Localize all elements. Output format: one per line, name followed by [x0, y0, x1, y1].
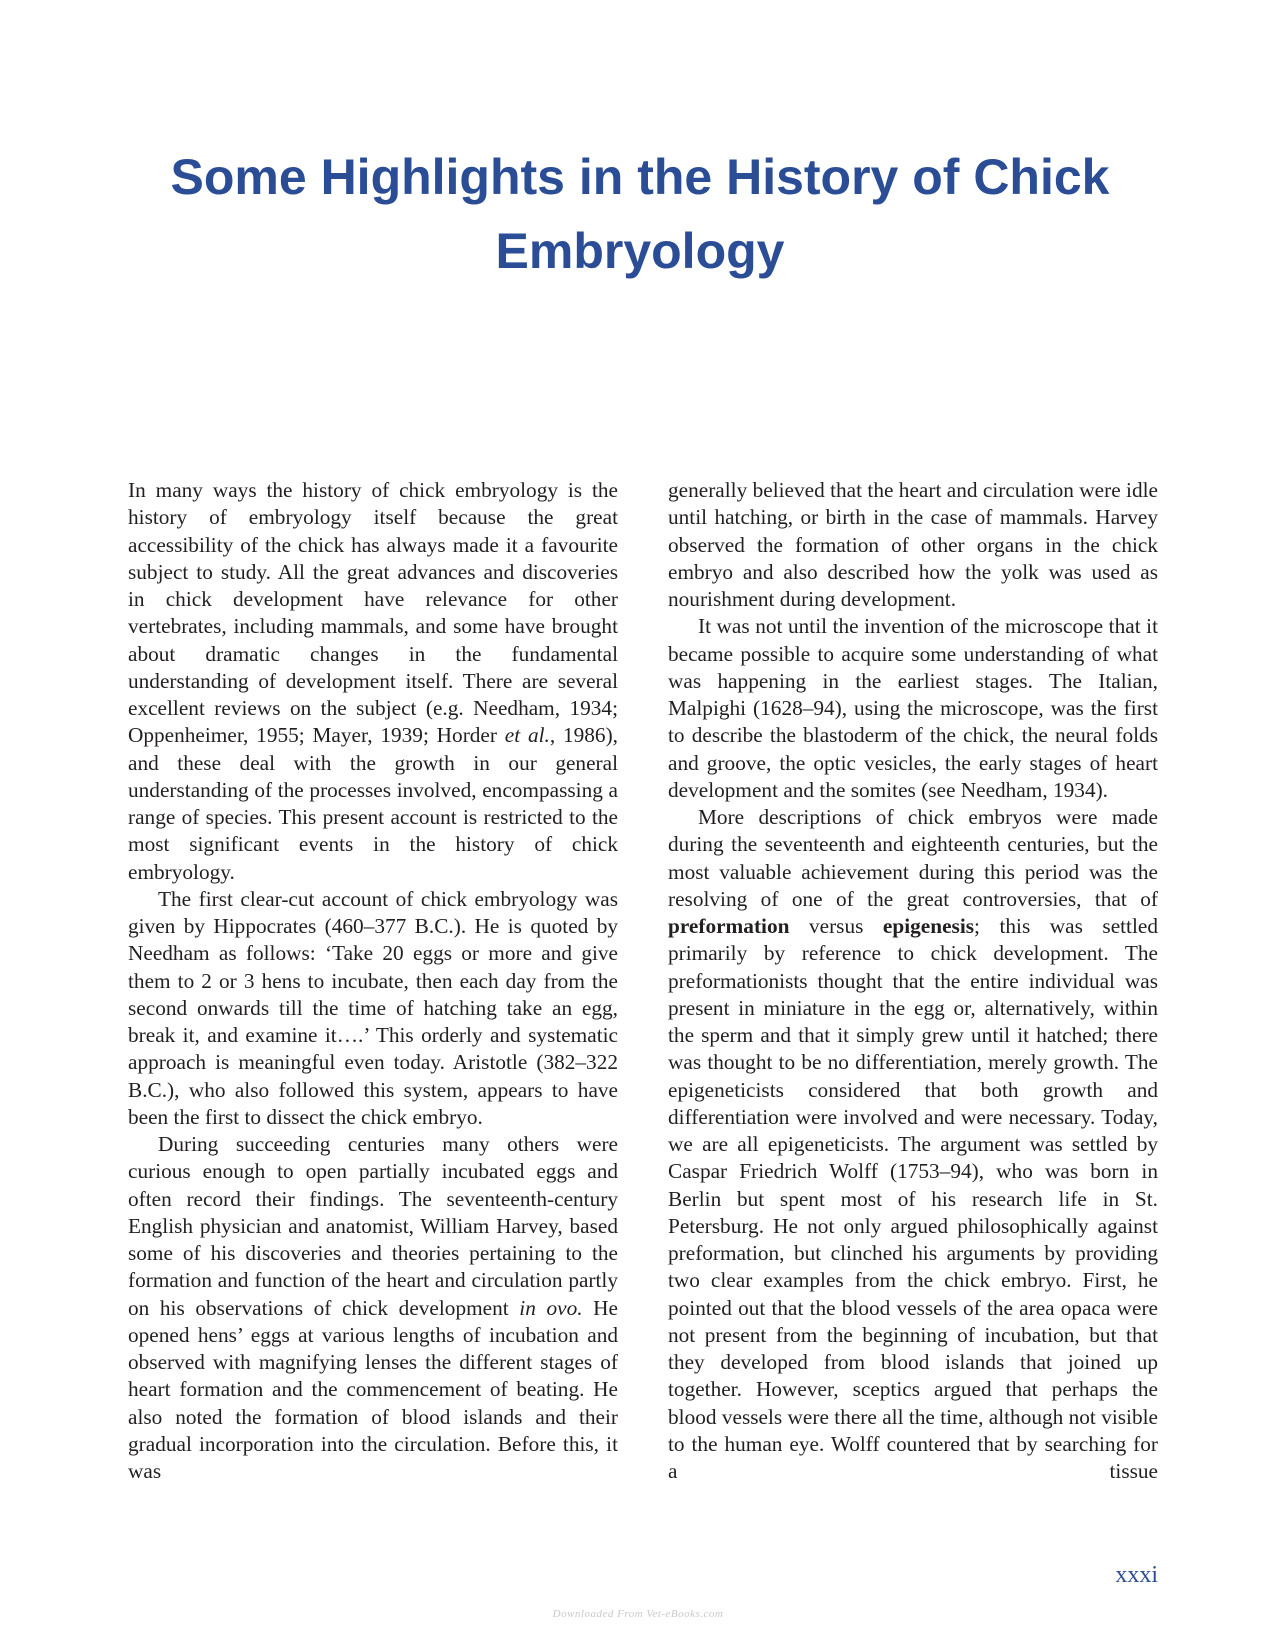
paragraph-text: In many ways the history of chick embryology is the history of embryology itself because the great accessibility of the chick has always made it a favourite subject to study. All the great advances and discoveries in chick development have relevance for other vertebrates, including mammals, and some have brought about dramatic changes in the fundamental understanding of development itself. There are several excellent reviews on the subject (e.g. Needham, 1934; Oppenheimer, 1955; Mayer, 1939; Horder: [128, 478, 618, 748]
paragraph-text: During succeeding centuries many others were curious enough to open partially incubated eggs and often record their findings. The seventeenth-century English physician and anatomist, William Harvey, based some of his discoveries and theories pertaining to the formation and function of the heart and circulation partly on his observations of chick development: [128, 1132, 618, 1320]
paragraph-harvey: [128, 1131, 618, 1485]
bold-term: epigenesis: [882, 914, 975, 938]
italic-text: in ovo.: [519, 1295, 583, 1320]
paragraph-preformation: [668, 804, 1158, 1485]
page-number: xxxi: [1115, 1562, 1158, 1588]
page-title: Some Highlights in the History of Chick Embryology: [170, 149, 1110, 279]
watermark: Downloaded From Vet-eBooks.com: [552, 1608, 724, 1620]
paragraph-text: He opened hens’ eggs at various lengths of incubation and observed with magnifying lenses the different stages of heart formation and the commencement of beating. He also noted the formation of blood islands and their gradual incorporation into the circulation. Before this, it was: [128, 1295, 618, 1483]
italic-text: et al.: [504, 723, 550, 748]
paragraph-text: More descriptions of chick embryos were made during the seventeenth and eighteenth centuries, but the most valuable achievement during this period was the resolving of one of the great controversies, that of: [668, 805, 1158, 911]
paragraph-text: , 1986), and these deal with the growth in our general understanding of the processes involved, encompassing a range of species. This present account is restricted to the most significant events in the history of chick embryology.: [128, 723, 618, 884]
paragraph-malpighi: It was not until the invention of the microscope that it became possible to acquire some understanding of what was happening in the earliest stages. The Italian, Malpighi (1628–94), using the microscope, was the first to describe the blastoderm of the chick, the neural folds and groove, the optic vesicles, the early stages of heart development and the somites (see Needham, 1934).: [668, 614, 1158, 802]
bold-term: preformation: [668, 914, 790, 938]
paragraph-hippocrates: The first clear-cut account of chick embryology was given by Hippocrates (460–377 B.C.). He is quoted by Needham as follows: ‘Take 20 eggs or more and give them to 2 or 3 hens to incubate, then each day from the second onwards till the time of hatching take an egg, break it, and examine it….’ This orderly and systematic approach is meaningful even today. Aristotle (382–322 B.C.), who also followed this system, appears to have been the first to dissect the chick embryo.: [128, 886, 618, 1129]
left-column: [128, 477, 618, 1485]
right-column: [668, 477, 1158, 1485]
paragraph-text: versus: [789, 914, 883, 938]
paragraph-harvey-continued: generally believed that the heart and circulation were idle until hatching, or birth in the case of mammals. Harvey observed the formation of other organs in the chick embryo and also described how the yolk was used as nourishment during development.: [668, 478, 1158, 611]
paragraph-text: ; this was settled primarily by reference to chick development. The preformationists thought that the entire individual was present in miniature in the egg or, alternatively, within the sperm and that it simply grew until it hatched; there was thought to be no differentiation, merely growth. The epigeneticists considered that both growth and differentiation were involved and were necessary. Today, we are all epigeneticists. The argument was settled by Caspar Friedrich Wolff (1753–94), who was born in Berlin but spent most of his research life in St. Petersburg. He not only argued philosophically against preformation, but clinched his arguments by providing two clear examples from the chick embryo. First, he pointed out that the blood vessels of the area opaca were not present from the beginning of incubation, but that they developed from blood islands that joined up together. However, sceptics argued that perhaps the blood vessels were there all the time, although not visible to the human eye. Wolff countered that by searching for a tissue: [668, 914, 1158, 1483]
paragraph-intro: [128, 477, 618, 886]
